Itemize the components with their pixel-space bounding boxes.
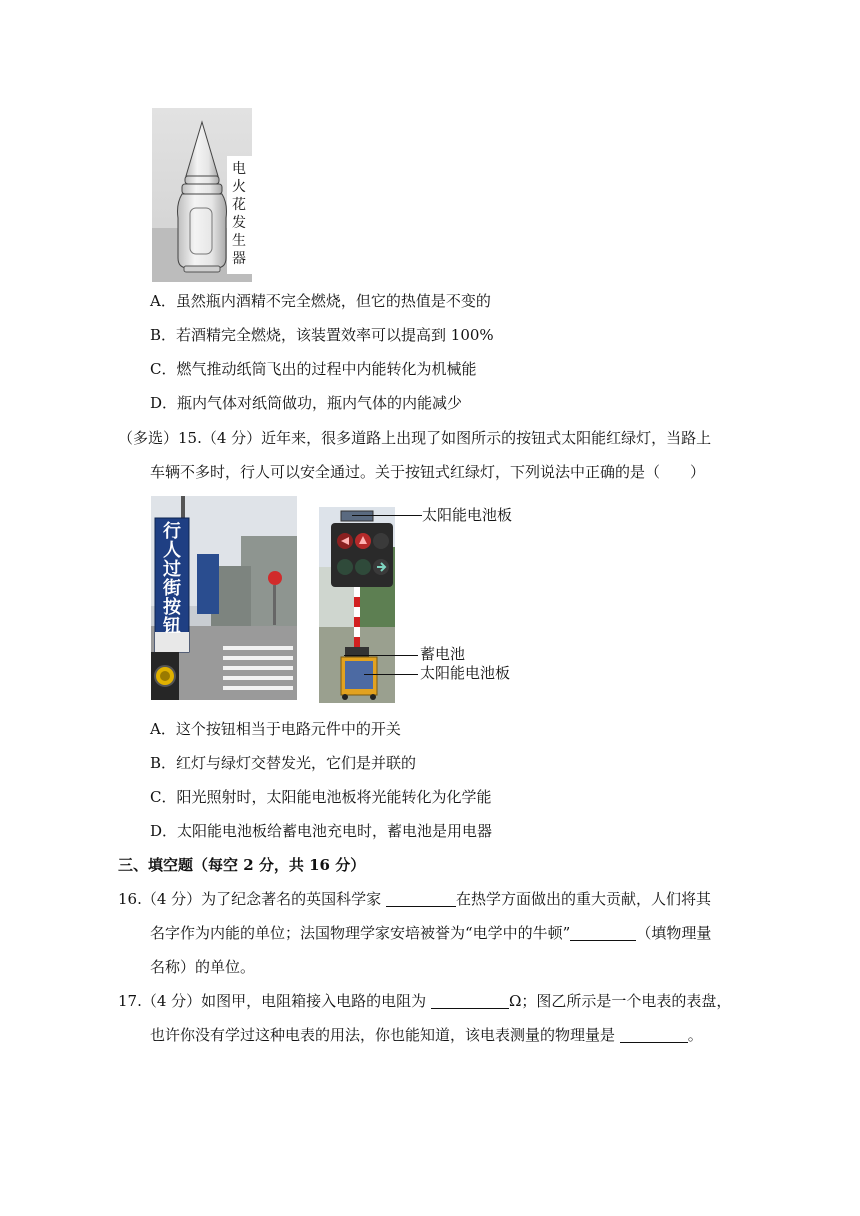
q14-option-c: C．燃气推动纸筒飞出的过程中内能转化为机械能: [150, 360, 477, 378]
q17-text-c: 也许你没有学过这种电表的用法，你也能知道，该电表测量的物理量是: [150, 1026, 620, 1044]
sign-char: 街: [163, 578, 181, 599]
q17-blank-1[interactable]: [431, 992, 509, 1009]
q16-text-d: （填物理量: [636, 924, 712, 942]
q17-text-d: 。: [687, 1026, 703, 1044]
crosswalk-sign-text: [157, 522, 187, 636]
callout-leader-top-panel: [352, 515, 422, 516]
q17-text-b: Ω；图乙所示是一个电表的表盘，: [508, 992, 732, 1010]
label-char: 电: [232, 161, 246, 177]
label-char: 发: [232, 215, 246, 231]
q16-line1: [118, 889, 711, 909]
q15-option-b: B．红灯与绿灯交替发光，它们是并联的: [150, 754, 417, 772]
q15-stem-line1: （多选）15.（4 分）近年来，很多道路上出现了如图所示的按钮式太阳能红绿灯，当路上: [118, 429, 712, 447]
callout-leader-battery: [344, 655, 418, 656]
q15-option-c: C．阳光照射时，太阳能电池板将光能转化为化学能: [150, 788, 492, 806]
q16-text-c: 名字作为内能的单位；法国物理学家安培被誉为“电学中的牛顿”: [150, 924, 571, 942]
callout-top-solar-panel: 太阳能电池板: [422, 506, 513, 524]
section-3-heading: 三、填空题（每空 2 分，共 16 分）: [118, 856, 366, 874]
label-char: 器: [232, 251, 246, 267]
q17-line2: [150, 1025, 703, 1045]
q16-text-b: 在热学方面做出的重大贡献，人们将其: [455, 890, 711, 908]
q16-line2: [150, 923, 711, 943]
q16-blank-2[interactable]: [570, 924, 636, 941]
q17-text-a: 17.（4 分）如图甲，电阻箱接入电路的电阻为: [118, 992, 431, 1010]
sign-char: 过: [163, 559, 181, 580]
sign-char: 按: [163, 597, 181, 618]
sign-char: 行: [163, 521, 181, 542]
q16-line3: 名称）的单位。: [150, 958, 256, 976]
callout-leader-bottom-panel: [364, 674, 418, 675]
label-char: 花: [232, 197, 246, 213]
label-char: 火: [232, 179, 246, 195]
q16-blank-1[interactable]: [386, 890, 456, 907]
sign-char: 人: [163, 540, 181, 561]
callout-battery: 蓄电池: [420, 645, 466, 663]
q15-stem-line2: 车辆不多时，行人可以安全通过。关于按钮式红绿灯，下列说法中正确的是（ ）: [150, 463, 706, 481]
q17-blank-2[interactable]: [620, 1026, 688, 1043]
q14-option-d: D．瓶内气体对纸筒做功，瓶内气体的内能减少: [150, 394, 463, 412]
callout-bottom-solar-panel: 太阳能电池板: [420, 664, 511, 682]
q14-option-b: B．若酒精完全燃烧，该装置效率可以提高到 100%: [150, 326, 494, 344]
q14-option-a: A．虽然瓶内酒精不完全燃烧，但它的热值是不变的: [150, 292, 491, 310]
label-char: 生: [232, 233, 246, 249]
spark-generator-figure: [152, 108, 252, 282]
crosswalk-button-photo: [151, 496, 297, 700]
q15-option-a: A．这个按钮相当于电路元件中的开关: [150, 720, 401, 738]
sign-char: 钮: [163, 616, 181, 637]
q16-text-a: 16.（4 分）为了纪念著名的英国科学家: [118, 890, 386, 908]
q15-option-d: D．太阳能电池板给蓄电池充电时，蓄电池是用电器: [150, 822, 493, 840]
q17-line1: [118, 991, 731, 1011]
spark-generator-label: [229, 160, 249, 268]
